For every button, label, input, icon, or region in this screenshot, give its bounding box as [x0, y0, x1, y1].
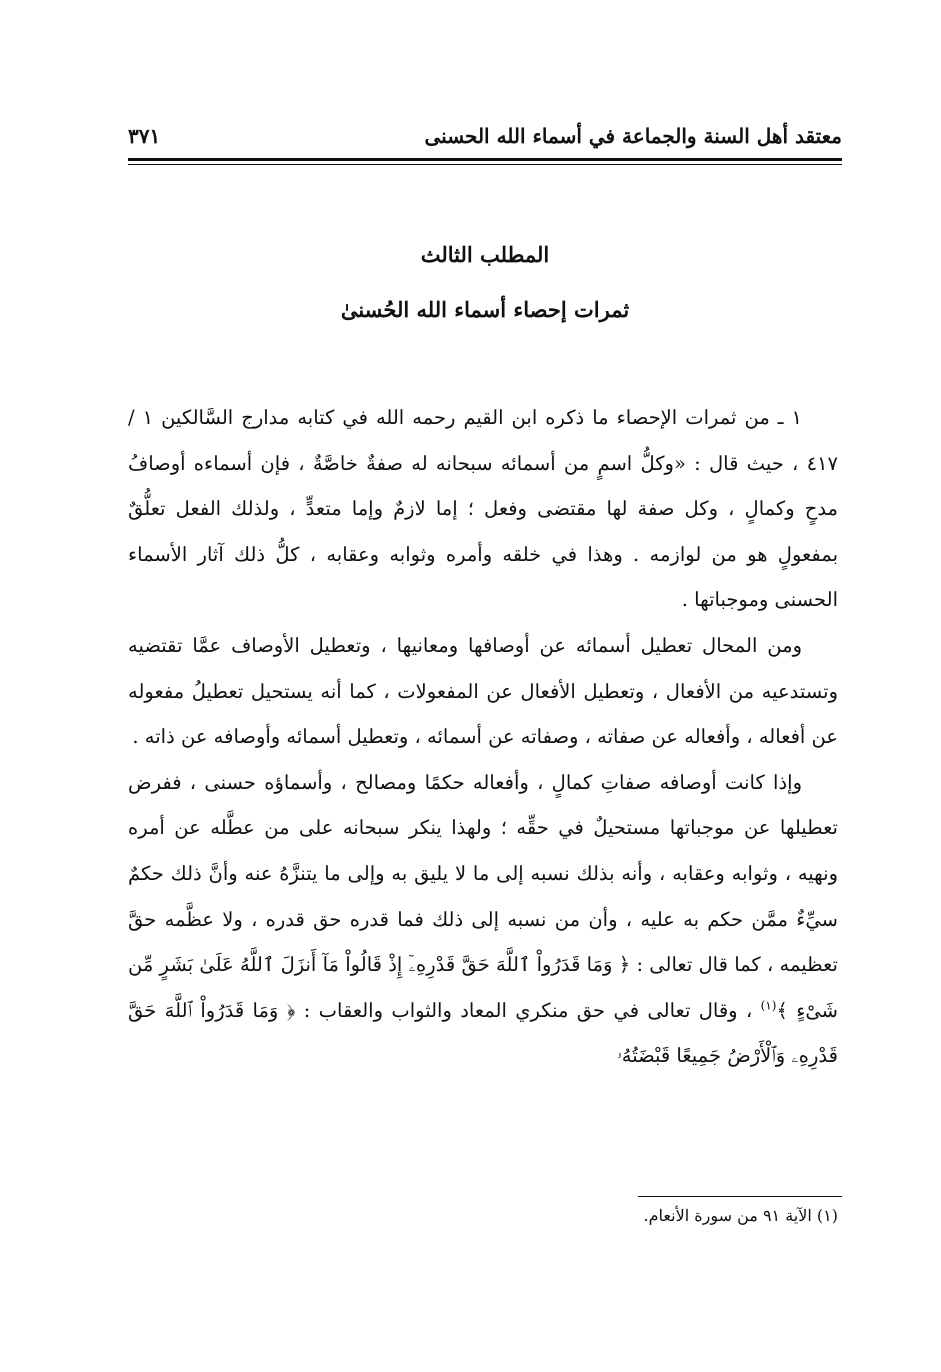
- header-rule-thin: [128, 164, 842, 165]
- page-number: ٣٧١: [128, 124, 161, 148]
- section-heading: المطلب الثالث: [420, 242, 550, 267]
- footnote-reference: (١): [760, 998, 777, 1013]
- section-subheading: ثمرات إحصاء أسماء الله الحُسنىٰ: [340, 297, 630, 322]
- paragraph-3: [128, 760, 838, 1079]
- footnote: (١) الآية ٩١ من سورة الأنعام.: [643, 1206, 838, 1225]
- footnote-rule: [638, 1196, 842, 1197]
- body-text: [128, 395, 838, 1079]
- paragraph-2: ومن المحال تعطيل أسمائه عن أوصافها ومعانيها ، وتعطيل الأوصاف عمَّا تقتضيه وتستدعيه من الأفعال ، وتعطيل الأفعال عن المفعولات ، كما أنه يستحيل تعطيلُ مفعوله عن أفعاله ، وأفعاله عن صفاته ، وصفاته عن أسمائه ، وتعطيل أسمائه وأوصافه عن ذاته .: [128, 633, 838, 749]
- running-header: [128, 120, 842, 160]
- paragraph-1: ١ ـ من ثمرات الإحصاء ما ذكره ابن القيم رحمه الله في كتابه مدارج السَّالكين ١ / ٤١٧ ، حيث قال : «وكلُّ اسمٍ من أسمائه سبحانه له صفةٌ خاصَّةٌ ، فإن أسماءه أوصافُ مدحٍ وكمالٍ ، وكل صفة لها مقتضى وفعل ؛ إما لازمٌ وإما متعدٍّ ، ولذلك الفعل تعلُّقٌ بمفعولٍ هو من لوازمه . وهذا في خلقه وأمره وثوابه وعقابه ، كلُّ ذلك آثار الأسماء الحسنى وموجباتها .: [128, 406, 838, 612]
- header-rule-thick: [128, 158, 842, 161]
- header-title: معتقد أهل السنة والجماعة في أسماء الله الحسنى: [424, 124, 842, 148]
- paragraph-3-part-b: ، وقال تعالى في حق منكري المعاد والثواب والعقاب : ﴿ وَمَا قَدَرُواْ ٱللَّهَ حَقَّ قَدْرِهِۦ وَٱلْأَرْضُ جَمِيعًا قَبْضَتُهُۥ: [128, 998, 838, 1068]
- paragraph-3-part-a: وإذا كانت أوصافه صفاتِ كمالٍ ، وأفعاله حكمًا ومصالح ، وأسماؤه حسنى ، ففرض تعطيلها عن موجباتها مستحيلٌ في حقِّه ؛ ولهذا ينكر سبحانه على من عطَّله عن أمره ونهيه ، وثوابه وعقابه ، وأنه بذلك نسبه إلى ما لا يليق به وإلى ما يتنزَّهُ عنه وأنَّ ذلك حكمٌ سيِّءٌ ممَّن حكم به عليه ، وأن من نسبه إلى ذلك فما قدره حق قدره ، ولا عظَّمه حقَّ تعظيمه ، كما قال تعالى : ﴿ وَمَا قَدَرُواْ ٱللَّهَ حَقَّ قَدْرِهِۦٓ إِذْ قَالُواْ مَآ أَنزَلَ ٱللَّهُ عَلَىٰ بَشَرٍ مِّن شَىْءٍ ﴾: [128, 770, 838, 1022]
